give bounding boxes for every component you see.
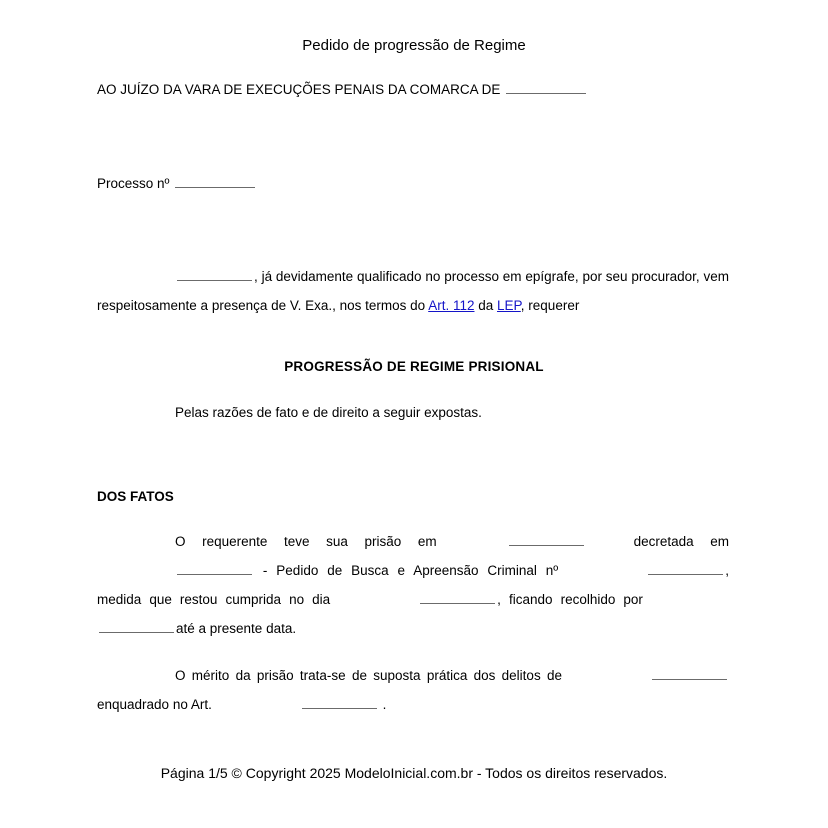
intro-text-part1: , já devidamente qualificado no processo em epígrafe, por seu procurador, vem respeitosamente a presença de V. Exa., nos termos do (97, 269, 729, 313)
art-112-link[interactable]: Art. 112 (428, 298, 475, 313)
merit-text-1: O mérito da prisão trata-se de suposta prática dos delitos de (175, 668, 562, 683)
reasons-text: Pelas razões de fato e de direito a seguir expostas. (175, 405, 482, 420)
page-footer: Página 1/5 © Copyright 2025 ModeloInicial.com.br - Todos os direitos reservados. (160, 765, 668, 781)
addressee-line (97, 80, 588, 100)
qualified-party-blank[interactable] (177, 268, 252, 281)
facts-section-heading: DOS FATOS (97, 489, 174, 504)
process-label: Processo nº (97, 176, 170, 191)
decree-date-blank[interactable] (177, 562, 252, 575)
prison-place-blank[interactable] (509, 533, 584, 546)
addressee-text: AO JUÍZO DA VARA DE EXECUÇÕES PENAIS DA COMARCA DE (97, 82, 501, 97)
warrant-number-blank[interactable] (648, 562, 723, 575)
intro-paragraph (97, 262, 729, 320)
request-heading: PROGRESSÃO DE REGIME PRISIONAL (284, 359, 544, 374)
merit-paragraph (97, 661, 729, 719)
facts-text-7: até a presente data. (176, 621, 297, 636)
reasons-paragraph (97, 398, 729, 427)
facts-text-4: , (725, 563, 729, 578)
facts-text-2: decretada em (633, 534, 729, 549)
crimes-blank[interactable] (652, 667, 727, 680)
intro-connector: da (474, 298, 498, 313)
page-title: Pedido de progressão de Regime (302, 37, 526, 54)
facts-text-5: medida que restou cumprida no dia (97, 592, 331, 607)
intro-text-part2: , requerer (520, 298, 580, 313)
process-number-line (97, 174, 257, 194)
article-blank[interactable] (302, 696, 377, 709)
lep-link[interactable]: LEP (497, 298, 521, 313)
addressee-blank[interactable] (506, 81, 586, 94)
merit-text-3: . (382, 697, 387, 712)
facts-paragraph (97, 527, 729, 643)
facts-text-6: , ficando recolhido por (497, 592, 643, 607)
facts-text-3: - Pedido de Busca e Apreensão Criminal nº (262, 563, 559, 578)
confinement-place-blank[interactable] (99, 620, 174, 633)
fulfillment-date-blank[interactable] (420, 591, 495, 604)
process-number-blank[interactable] (175, 175, 255, 188)
facts-text-1: O requerente teve sua prisão em (175, 534, 437, 549)
merit-text-2: enquadrado no Art. (97, 697, 212, 712)
